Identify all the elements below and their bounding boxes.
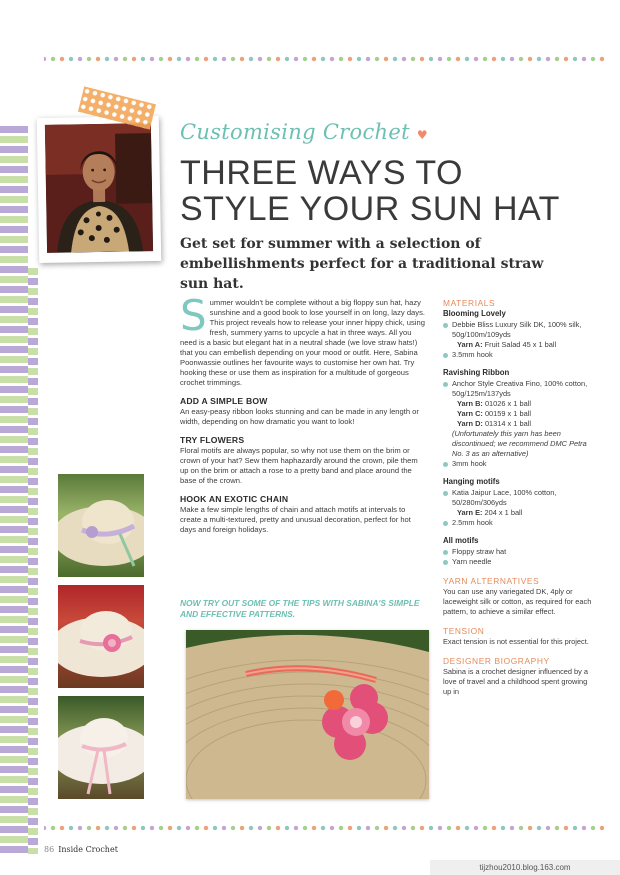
- all-motifs-title: All motifs: [443, 536, 479, 545]
- hat-closeup-photo: [186, 630, 429, 799]
- hanging-yarn: Katia Jaipur Lace, 100% cotton, 50/280m/306yds: [443, 488, 593, 508]
- designer-portrait-illustration: [45, 123, 153, 253]
- hat-bow-illustration: [58, 474, 144, 577]
- source-credit: tijzhou2010.blog.163.com: [430, 860, 620, 875]
- designer-portrait: [45, 123, 153, 253]
- ravishing-note: (Unfortunately this yarn has been discontinued; we recommend DMC Petra No. 3 as an alternative): [452, 429, 587, 458]
- hat-photo-flower: [58, 585, 144, 688]
- title-line-1: THREE WAYS TO: [180, 154, 463, 192]
- section-tag: Customising Crochet ♥: [180, 120, 428, 144]
- blooming-yarn-a: Yarn A: Fruit Salad 45 x 1 ball: [457, 340, 557, 349]
- ravishing-title: Ravishing Ribbon: [443, 368, 510, 377]
- intro-paragraph: ummer wouldn't be complete without a big floppy sun hat, hazy sunshine and a good book to lose yourself in on long, lazy days. This project reveals how to release your inner hippy chick, using fresh, summery yarns to upcycle a hat in three ways. All you need is a basic but elegant hat in a neutral shade (we love straw hats!) that you can embellish depending on your mood or outfit. Here, Sabina Poonwassie outlines her favourite ways to customise her own hat. Try hooking these or use them as inspiration for a multitude of gorgeous crochet trimmings.: [180, 298, 425, 387]
- blooming-title: Blooming Lovely: [443, 309, 506, 318]
- hat-ribbon-illustration: [58, 696, 144, 799]
- page-number: 86: [44, 845, 55, 854]
- ravishing-yarn-c: Yarn C: 00159 x 1 ball: [457, 409, 531, 418]
- section-heading-bow: ADD A SIMPLE BOW: [180, 396, 268, 406]
- hanging-title: Hanging motifs: [443, 477, 500, 486]
- title-line-2: STYLE YOUR SUN HAT: [180, 190, 560, 228]
- article-body: [180, 291, 428, 535]
- bottom-dotted-border: [44, 825, 604, 831]
- biography-heading: DESIGNER BIOGRAPHY: [443, 656, 550, 666]
- blooming-hook: 3.5mm hook: [443, 350, 593, 360]
- yarn-alternatives-heading: YARN ALTERNATIVES: [443, 576, 540, 586]
- section-text-flowers: Floral motifs are always popular, so why not use them on the brim or crown of your hat? Sew them haphazardly around the crown, pile them up on the brim or attach a rose to a pretty band and place around the base of the crown.: [180, 446, 418, 485]
- section-text-chain: Make a few simple lengths of chain and attach motifs at intervals to create a multi-textured, pretty and unusual decoration, perfect for hot days and foreign holidays.: [180, 505, 411, 534]
- yarn-alternatives-text: You can use any variegated DK, 4ply or laceweight silk or cotton, as required for each pattern, to achieve a similar effect.: [443, 587, 592, 616]
- page-title: [180, 155, 560, 227]
- page-subtitle: Get set for summer with a selection of embellishments perfect for a traditional straw sun hat.: [180, 236, 544, 292]
- materials-heading: MATERIALS: [443, 298, 496, 308]
- blooming-yarn: Debbie Bliss Luxury Silk DK, 100% silk, 50g/100m/109yds: [443, 320, 593, 340]
- hat-closeup-illustration: [186, 630, 429, 799]
- hat-flower-illustration: [58, 585, 144, 688]
- ravishing-yarn: Anchor Style Creativa Fino, 100% cotton, 50g/125m/137yds: [443, 379, 593, 399]
- call-to-action: NOW TRY OUT SOME OF THE TIPS WITH SABINA'S SIMPLE AND EFFECTIVE PATTERNS.: [180, 598, 420, 619]
- section-heading-chain: HOOK AN EXOTIC CHAIN: [180, 494, 289, 504]
- section-text-bow: An easy-peasy ribbon looks stunning and can be made in any length or width, depending on how dramatic you want to look!: [180, 407, 419, 426]
- heart-icon: ♥: [416, 128, 428, 142]
- tension-text: Exact tension is not essential for this project.: [443, 637, 589, 646]
- sidebar-materials: [443, 298, 593, 697]
- magazine-name: Inside Crochet: [58, 845, 118, 854]
- designer-portrait-frame: [37, 116, 162, 263]
- ravishing-yarn-d: Yarn D: 01314 x 1 ball: [457, 419, 531, 428]
- hanging-yarn-e: Yarn E: 204 x 1 ball: [457, 508, 523, 517]
- hat-photo-bow: [58, 474, 144, 577]
- left-stripe-border-inner: [28, 268, 38, 854]
- section-heading-flowers: TRY FLOWERS: [180, 435, 245, 445]
- tension-heading: TENSION: [443, 626, 485, 636]
- ravishing-yarn-b: Yarn B: 01026 x 1 ball: [457, 399, 531, 408]
- top-dotted-border: [44, 56, 604, 62]
- all-motifs-item-1: Floppy straw hat: [443, 547, 593, 557]
- hat-photo-ribbon: [58, 696, 144, 799]
- all-motifs-item-2: Yarn needle: [443, 557, 593, 567]
- page-footer: [44, 845, 118, 854]
- left-stripe-border: [0, 126, 28, 854]
- ravishing-hook: 3mm hook: [443, 459, 593, 469]
- biography-text: Sabina is a crochet designer influenced by a love of travel and a childhood spent growing up in: [443, 667, 589, 696]
- hanging-hook: 2.5mm hook: [443, 518, 593, 528]
- drop-cap: S: [180, 291, 207, 340]
